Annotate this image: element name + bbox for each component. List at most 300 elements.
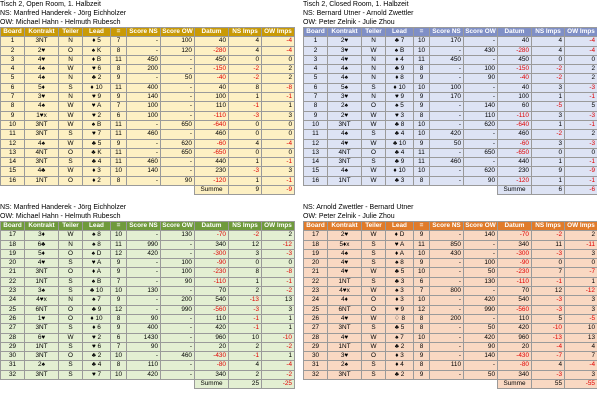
cell-tricks: 7 [111,102,127,111]
column-header-datum: Datum [195,222,229,231]
cell-board: 28 [1,333,25,342]
cell-lead: ♦ D [386,231,414,240]
summary-spacer [59,186,83,195]
cell-lead: ♦ 3 [386,352,414,361]
cell-tricks: 10 [414,249,430,258]
cell-dealer: W [362,176,386,185]
panel-title: Tisch 2, Open Room, 1. Halbzeit [0,1,101,8]
cell-score-ns: - [127,296,161,305]
cell-score-ow: - [161,83,195,92]
cell-tricks: 12 [414,305,430,314]
cell-ow-imps: 0 [565,55,597,64]
table-row [304,158,597,167]
score-table [0,27,295,195]
cell-lead: ♠ B [386,46,414,55]
cell-tricks: 10 [414,120,430,129]
cell-ow-imps: -1 [262,158,295,167]
cell-dealer: N [59,296,83,305]
cell-ow-imps: 2 [262,231,295,240]
cell-board: 16 [1,176,25,185]
cell-lead: ♣ 3 [386,277,414,286]
cell-dealer: O [362,102,386,111]
cell-board: 10 [304,120,328,129]
cell-score-ow: - [161,249,195,258]
cell-score-ns: 420 [127,370,161,379]
cell-score-ow: - [161,370,195,379]
cell-score-ow: 50 [161,74,195,83]
table-row [1,139,295,148]
panel-top-right [303,0,597,195]
cell-board: 1 [304,37,328,46]
column-header-score-ow: Score OW [465,28,496,35]
cell-score-ns: - [430,277,464,286]
cell-lead: ♥ A [83,259,111,268]
column-header-datum: Datum [498,222,532,231]
column-header-board: Board [304,222,328,231]
cell-datum: 420 [498,324,532,333]
cell-ns-imps: -3 [532,249,565,258]
cell-contract: 4♠ [328,74,362,83]
cell-board: 9 [304,111,328,120]
cell-ns-imps: 0 [229,259,262,268]
cell-dealer: O [59,46,83,55]
cell-board: 5 [304,74,328,83]
column-header-score-ns: Score NS [127,28,161,37]
cell-score-ns: - [127,259,161,268]
ns-pair: NS: Arnold Zwettler - Bernard Utner [303,204,414,211]
table-row [304,314,597,323]
cell-datum: 100 [498,93,532,102]
cell-tricks: 12 [111,249,127,258]
cell-dealer: W [362,314,386,323]
cell-contract: 1NT [25,342,59,351]
cell-ow-imps: 0 [262,120,295,129]
cell-lead: ♠ 7 [83,296,111,305]
cell-datum: -650 [498,148,532,157]
cell-ns-imps: -7 [532,352,565,361]
cell-dealer: W [362,46,386,55]
cell-lead: ♠ 8 [83,231,111,240]
cell-tricks: 11 [414,240,430,249]
summary-label: Summe [195,186,229,195]
cell-contract: 3NT [25,130,59,139]
cell-score-ns: 430 [430,249,464,258]
cell-lead: ♢ 8 [386,314,414,323]
cell-board: 10 [1,120,25,129]
cell-dealer: S [59,370,83,379]
column-header-score-ow: Score OW [465,222,496,229]
cell-lead: ♥ 6 [83,342,111,351]
cell-datum: 70 [498,287,532,296]
cell-lead: ♣ 4 [83,158,111,167]
cell-tricks: 12 [111,305,127,314]
cell-score-ns: 460 [127,130,161,139]
cell-score-ow: 90 [161,277,195,286]
cell-dealer: O [59,305,83,314]
table-row [304,83,597,92]
cell-ns-imps: 2 [229,342,262,351]
cell-score-ow: - [161,333,195,342]
cell-lead: ♠ K [83,46,111,55]
summary-ns-imps: 55 [532,380,565,389]
cell-contract: 6NT [25,305,59,314]
cell-ow-imps: -1 [565,93,597,102]
summary-spacer [362,186,386,195]
column-header-contract: Kontrakt [25,28,59,37]
panel-bottom-left [0,203,294,389]
cell-datum: -70 [195,231,229,240]
cell-lead: ♣ 8 [386,120,414,129]
cell-score-ow: 200 [161,296,195,305]
cell-board: 14 [304,158,328,167]
cell-ow-imps: -7 [565,268,597,277]
cell-ow-imps: 2 [565,130,597,139]
cell-ns-imps: -3 [229,305,262,314]
cell-datum: -650 [195,148,229,157]
cell-lead: ♣ 10 [83,287,111,296]
cell-ns-imps: -1 [229,314,262,323]
cell-score-ow: - [161,130,195,139]
cell-board: 7 [304,93,328,102]
cell-score-ns: - [127,148,161,157]
cell-dealer: S [59,287,83,296]
cell-contract: 3♥ [25,93,59,102]
cell-board: 31 [304,361,328,370]
cell-ow-imps: -4 [262,361,295,370]
table-row [1,102,295,111]
cell-lead: ♥ 9 [83,93,111,102]
cell-score-ns: - [430,296,464,305]
cell-ns-imps: 1 [532,93,565,102]
cell-dealer: N [59,55,83,64]
cell-tricks: 9 [414,102,430,111]
cell-contract: 3♠ [25,287,59,296]
cell-score-ns: 50 [430,139,464,148]
cell-dealer: W [362,167,386,176]
cell-contract: 4♦ [328,296,362,305]
cell-dealer: O [362,352,386,361]
cell-contract: 4♥ [328,259,362,268]
column-header-contract: Kontrakt [25,222,59,231]
cell-contract: 4♥ [328,139,362,148]
cell-ns-imps: -1 [229,352,262,361]
cell-score-ns: 110 [430,361,464,370]
cell-tricks: 9 [414,259,430,268]
cell-lead: ♣ 9 [83,305,111,314]
cell-score-ow: 50 [464,370,498,379]
cell-score-ow: - [161,287,195,296]
column-header-tricks: = [111,28,127,37]
cell-ow-imps: -4 [565,361,597,370]
cell-tricks: 8 [414,65,430,74]
cell-contract: 4♠ [328,167,362,176]
table-row [1,370,295,379]
cell-board: 30 [304,352,328,361]
cell-contract: 1NT [328,176,362,185]
cell-score-ns: 420 [430,130,464,139]
cell-dealer: W [59,102,83,111]
cell-tricks: 9 [111,324,127,333]
cell-lead: ♣ 4 [386,130,414,139]
cell-datum: -110 [498,277,532,286]
cell-board: 20 [1,259,25,268]
cell-board: 15 [304,167,328,176]
cell-tricks: 8 [111,176,127,185]
summary-spacer [59,380,83,389]
cell-dealer: W [362,333,386,342]
cell-contract: 2♥ [25,46,59,55]
cell-score-ns: - [430,352,464,361]
cell-board: 21 [304,268,328,277]
column-header-dealer: Teiler [59,28,83,37]
table-row [1,65,295,74]
cell-tricks: 10 [414,37,430,46]
cell-tricks: 8 [111,65,127,74]
table-row [1,74,295,83]
table-row [1,111,295,120]
table-row [1,46,295,55]
cell-dealer: O [59,148,83,157]
cell-dealer: W [59,65,83,74]
cell-tricks: 11 [414,55,430,64]
cell-ow-imps: -2 [262,342,295,351]
cell-contract: 4♠ [328,130,362,139]
cell-datum: -90 [195,259,229,268]
cell-score-ns: - [430,333,464,342]
cell-score-ns: - [430,74,464,83]
cell-ow-imps: -1 [262,93,295,102]
cell-lead: ♥ 6 [83,65,111,74]
cell-lead: ♦ B [83,55,111,64]
cell-tricks: 8 [414,111,430,120]
cell-score-ns: - [430,148,464,157]
cell-contract: 5♠ [328,83,362,92]
score-table [0,221,295,389]
cell-tricks: 9 [414,370,430,379]
table-row [304,324,597,333]
summary-ns-imps: 25 [229,380,262,389]
cell-contract: 2♥ [328,37,362,46]
cell-ns-imps: -1 [229,102,262,111]
cell-score-ow: 990 [464,305,498,314]
cell-board: 4 [304,65,328,74]
cell-ow-imps: 3 [565,370,597,379]
table-row [304,139,597,148]
cell-score-ow: - [161,65,195,74]
cell-datum: -640 [195,120,229,129]
cell-datum: 40 [195,37,229,46]
cell-board: 23 [304,287,328,296]
table-row [304,55,597,64]
cell-board: 11 [304,130,328,139]
cell-score-ow: - [464,130,498,139]
cell-lead: ♥ 9 [386,93,414,102]
cell-ns-imps: 4 [229,37,262,46]
cell-lead: ♣ 2 [83,352,111,361]
cell-score-ow: - [464,314,498,323]
cell-datum: 340 [195,370,229,379]
cell-lead: ♠ B [83,120,111,129]
table-row [1,277,295,286]
cell-datum: 540 [195,296,229,305]
table-row [304,46,597,55]
cell-ow-imps: 3 [262,167,295,176]
cell-dealer: S [362,370,386,379]
summary-spacer [464,186,498,195]
summary-spacer [430,380,464,389]
cell-dealer: W [59,139,83,148]
cell-ns-imps: 0 [532,55,565,64]
summary-spacer [25,380,59,389]
cell-ns-imps: 4 [532,361,565,370]
cell-board: 14 [1,158,25,167]
cell-datum: -60 [498,139,532,148]
cell-ns-imps: 8 [229,268,262,277]
cell-board: 17 [304,231,328,240]
cell-lead: ♦ A [83,268,111,277]
cell-score-ow: - [161,102,195,111]
cell-dealer: W [362,342,386,351]
cell-tricks: 10 [414,46,430,55]
cell-score-ow: - [161,111,195,120]
cell-datum: 110 [195,102,229,111]
column-header-score-ns: Score NS [430,28,464,37]
cell-board: 7 [1,93,25,102]
cell-score-ow: 100 [161,37,195,46]
panel-top-left [0,0,294,195]
cell-score-ns: 460 [430,158,464,167]
summary-spacer [1,380,25,389]
cell-tricks: 9 [111,93,127,102]
cell-ns-imps: -2 [532,74,565,83]
cell-ns-imps: 1 [229,93,262,102]
cell-datum: -110 [195,277,229,286]
cell-ow-imps: 0 [262,259,295,268]
cell-ow-imps: -3 [565,139,597,148]
cell-ns-imps: -2 [532,65,565,74]
cell-contract: 3NT [328,324,362,333]
cell-contract: 3NT [25,158,59,167]
cell-board: 29 [304,342,328,351]
cell-ow-imps: 3 [565,249,597,258]
cell-ns-imps: 0 [229,130,262,139]
column-header-dealer: Teiler [362,222,386,231]
cell-lead: ♦ 8 [386,74,414,83]
cell-board: 8 [304,102,328,111]
cell-datum: -90 [498,259,532,268]
cell-ns-imps: -4 [532,342,565,351]
cell-score-ow: 50 [464,324,498,333]
cell-datum: -640 [498,120,532,129]
cell-contract: 2♥ [328,231,362,240]
cell-dealer: O [362,296,386,305]
cell-board: 24 [1,296,25,305]
column-header-dealer: Teiler [59,222,83,231]
cell-ow-imps: -1 [262,277,295,286]
cell-board: 26 [1,314,25,323]
cell-board: 12 [1,139,25,148]
cell-ns-imps: 0 [229,120,262,129]
column-header-ow-imps: OW Imps [565,222,597,231]
cell-contract: 3♥ [328,352,362,361]
cell-score-ow: 650 [161,120,195,129]
cell-board: 2 [1,46,25,55]
cell-ow-imps: -1 [565,158,597,167]
cell-score-ow: 130 [464,277,498,286]
cell-score-ow: 620 [464,120,498,129]
cell-ns-imps: 3 [229,249,262,258]
table-row [304,231,597,240]
table-row [1,305,295,314]
cell-tricks: 8 [414,176,430,185]
cell-lead: ♠ 3 [386,287,414,296]
cell-dealer: S [362,158,386,167]
header-row [1,28,295,37]
table-row [1,120,295,129]
cell-score-ns: - [430,231,464,240]
table-row [1,342,295,351]
column-header-score-ns: Score NS [127,222,161,231]
cell-contract: 1♥ [25,314,59,323]
column-header-ns-imps: NS Imps [532,222,565,231]
cell-lead: ♥ 7 [83,130,111,139]
cell-score-ns: 400 [127,324,161,333]
cell-board: 22 [304,277,328,286]
cell-datum: 40 [195,83,229,92]
cell-score-ns: - [430,259,464,268]
table-row [1,352,295,361]
cell-ow-imps: -1 [262,176,295,185]
cell-score-ns: - [127,46,161,55]
cell-ns-imps: 12 [532,287,565,296]
table-row [304,268,597,277]
cell-score-ns: - [430,65,464,74]
cell-score-ns: - [430,268,464,277]
cell-score-ns: 100 [430,83,464,92]
cell-lead: ♦ A [386,249,414,258]
cell-datum: 460 [195,130,229,139]
cell-board: 9 [1,111,25,120]
cell-ns-imps: 0 [229,148,262,157]
summary-label: Summe [498,186,532,195]
table-row [1,130,295,139]
cell-ns-imps: 1 [229,277,262,286]
cell-contract: 4♣ [25,167,59,176]
cell-contract: 4♥x [328,287,362,296]
cell-ow-imps: -10 [262,333,295,342]
cell-score-ow: 430 [464,46,498,55]
cell-score-ow: 100 [161,268,195,277]
cell-contract: 2♥ [328,111,362,120]
cell-lead: ♦ 4 [386,55,414,64]
cell-tricks: 8 [111,361,127,370]
summary-spacer [127,186,161,195]
cell-datum: -560 [498,305,532,314]
cell-lead: ♣ 5 [386,324,414,333]
cell-contract: 3NT [328,158,362,167]
cell-ns-imps: -2 [229,74,262,83]
cell-score-ow: - [464,249,498,258]
cell-ns-imps: 1 [532,176,565,185]
cell-score-ow: 140 [464,231,498,240]
table-row [1,93,295,102]
cell-ns-imps: -2 [229,65,262,74]
cell-datum: 230 [498,167,532,176]
cell-dealer: N [362,55,386,64]
cell-lead: ♣ 10 [386,139,414,148]
cell-dealer: N [59,93,83,102]
cell-datum: -230 [195,268,229,277]
